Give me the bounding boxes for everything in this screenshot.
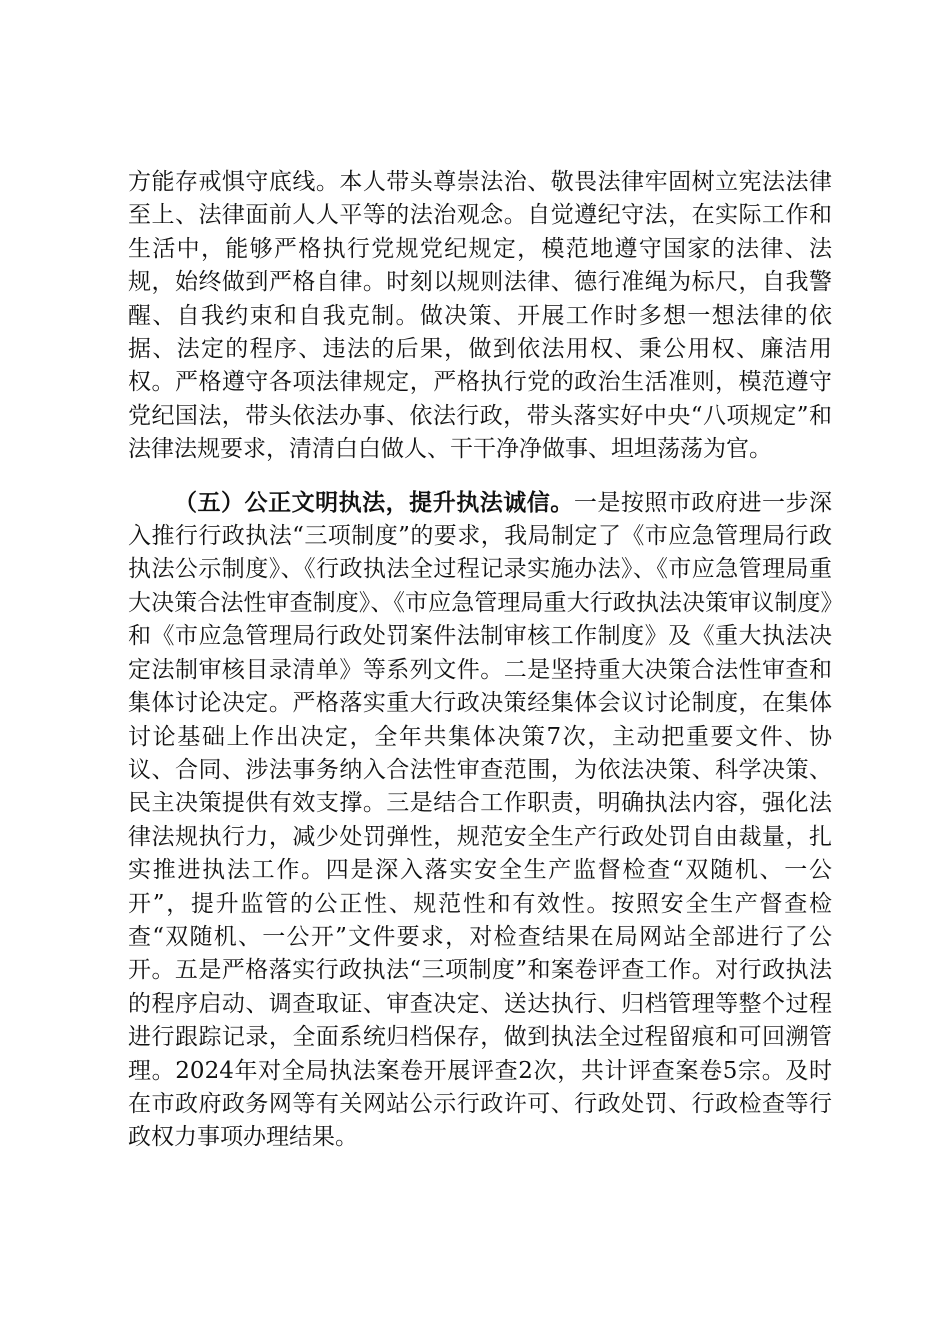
paragraph-rule-of-law: [128, 166, 832, 467]
paragraph-body: 一是按照市政府进一步深入推行行政执法“三项制度”的要求，我局制定了《市应急管理局行政执法公示制度》、《行政执法全过程记录实施办法》、《市应急管理局重大决策合法性审查制度》、《市应急管理局重大行政执法决策审议制度》和《市应急管理局行政处罚案件法制审核工作制度》及《重大执法决定法制审核目录清单》等系列文件。二是坚持重大决策合法性审查和集体讨论决定。严格落实重大行政决策经集体会议讨论制度，在集体讨论基础上作出决定，全年共集体决策7次，主动把重要文件、协议、合同、涉法事务纳入合法性审查范围，为依法决策、科学决策、民主决策提供有效支撑。三是结合工作职责，明确执法内容，强化法律法规执行力，减少处罚弹性，规范安全生产行政处罚自由裁量，扎实推进执法工作。四是深入落实安全生产监督检查“双随机、一公开”，提升监管的公正性、规范性和有效性。按照安全生产督查检查“双随机、一公开”文件要求，对检查结果在局网站全部进行了公开。五是严格落实行政执法“三项制度”和案卷评查工作。对行政执法的程序启动、调查取证、审查决定、送达执行、归档管理等整个过程进行跟踪记录，全面系统归档保存，做到执法全过程留痕和可回溯管理。2024年对全局执法案卷开展评查2次，共计评查案卷5宗。及时在市政府政务网等有关网站公示行政许可、行政处罚、行政检查等行政权力事项办理结果。: [128, 489, 833, 1151]
paragraph-law-enforcement: [128, 486, 832, 1155]
document-page: [128, 166, 832, 1155]
paragraph-body: 方能存戒惧守底线。本人带头尊崇法治、敬畏法律牢固树立宪法法律至上、法律面前人人平等的法治观念。自觉遵纪守法，在实际工作和生活中，能够严格执行党规党纪规定，模范地遵守国家的法律、法规，始终做到严格自律。时刻以规则法律、德行准绳为标尺，自我警醒、自我约束和自我克制。做决策、开展工作时多想一想法律的依据、法定的程序、违法的后果，做到依法用权、秉公用权、廉洁用权。严格遵守各项法律规定，严格执行党的政治生活准则，模范遵守党纪国法，带头依法办事、依法行政，带头落实好中央“八项规定”和法律法规要求，清清白白做人、干干净净做事、坦坦荡荡为官。: [128, 169, 832, 463]
section-heading: （五）公正文明执法，提升执法诚信。: [174, 488, 574, 516]
